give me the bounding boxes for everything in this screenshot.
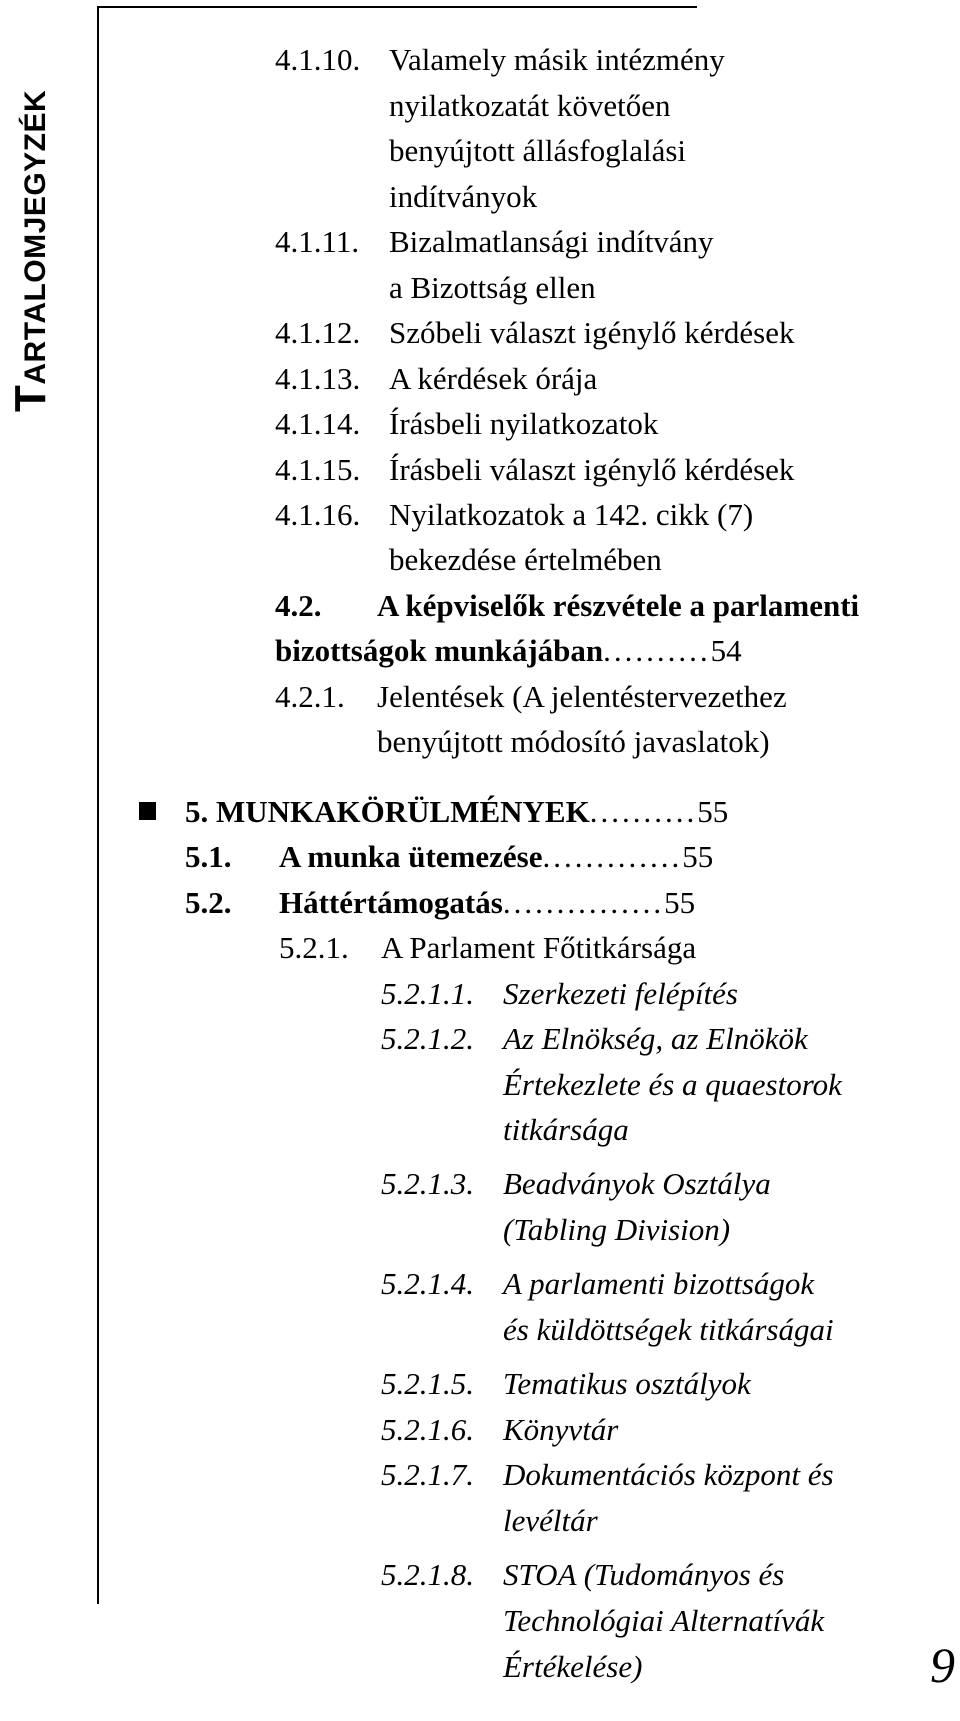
- left-rule: [97, 6, 99, 1604]
- side-title-initial: T: [6, 384, 55, 412]
- toc-title: Technológiai Alternatívák: [503, 1603, 825, 1638]
- toc-title: levéltár: [503, 1503, 598, 1538]
- toc-title: Tematikus osztályok: [503, 1366, 751, 1401]
- top-rule: [97, 6, 697, 8]
- page-number: 9: [930, 1637, 955, 1693]
- toc-title: Értékelése): [503, 1649, 643, 1684]
- toc-title-with-leader: [279, 838, 713, 876]
- toc-title: A Parlament Főtitkársága: [381, 930, 697, 965]
- toc-title: bekezdése értelmében: [389, 542, 662, 577]
- toc-number: 4.1.15.: [275, 452, 361, 487]
- toc-number: 5.: [185, 794, 209, 829]
- side-title: [6, 89, 55, 412]
- toc-title: nyilatkozatát követően: [389, 88, 671, 123]
- toc-title: benyújtott állásfoglalási: [389, 133, 687, 168]
- toc-page: 55: [682, 839, 714, 874]
- toc-title: benyújtott módosító javaslatok): [377, 724, 770, 759]
- toc-number: 4.1.16.: [275, 497, 361, 532]
- toc-title-with-leader: [185, 793, 728, 831]
- toc-title: titkársága: [503, 1112, 629, 1147]
- toc-title: indítványok: [389, 179, 538, 214]
- toc-number: 5.2.1.2.: [381, 1021, 474, 1056]
- toc-number: 5.2.1.8.: [381, 1557, 474, 1592]
- toc-number: 5.2.1.6.: [381, 1412, 474, 1447]
- toc-title: Írásbeli nyilatkozatok: [389, 406, 659, 441]
- toc-title: A parlamenti bizottságok: [503, 1266, 815, 1301]
- toc-title-with-leader: [279, 884, 695, 922]
- toc-title: Könyvtár: [503, 1412, 619, 1447]
- toc-title: Értekezlete és a quaestorok: [503, 1067, 842, 1102]
- toc-dot-leader: ..........: [603, 633, 711, 668]
- section-marker-icon: [139, 802, 156, 820]
- toc-title: Háttértámogatás: [279, 885, 503, 920]
- toc-title: Szerkezeti felépítés: [503, 976, 738, 1011]
- toc-number: 5.1.: [185, 839, 232, 874]
- toc-number: 5.2.1.3.: [381, 1166, 474, 1201]
- toc-title: Írásbeli választ igénylő kérdések: [389, 452, 795, 487]
- toc-title: MUNKAKÖRÜLMÉNYEK: [216, 794, 590, 829]
- toc-title-with-leader: [275, 632, 742, 670]
- toc-page: 55: [664, 885, 696, 920]
- toc-title: STOA (Tudományos és: [503, 1557, 785, 1592]
- toc-number: 5.2.: [185, 885, 232, 920]
- toc-number: 4.2.1.: [275, 679, 345, 714]
- toc-title: Dokumentációs központ és: [503, 1457, 834, 1492]
- toc-number: 4.1.11.: [275, 224, 360, 259]
- toc-title: bizottságok munkájában: [275, 633, 604, 668]
- toc-title: Bizalmatlansági indítvány: [389, 224, 714, 259]
- side-title-rest: ARTALOMJEGYZÉK: [19, 89, 52, 385]
- toc-title: Szóbeli választ igénylő kérdések: [389, 315, 795, 350]
- toc-title: Jelentések (A jelentéstervezethez: [377, 679, 787, 714]
- toc-dot-leader: ...............: [502, 885, 665, 920]
- toc-title: A képviselők részvétele a parlamenti: [377, 588, 860, 623]
- toc-number: 5.2.1.5.: [381, 1366, 474, 1401]
- toc-title: és küldöttségek titkárságai: [503, 1312, 834, 1347]
- toc-title: A kérdések órája: [389, 361, 598, 396]
- toc-title: A munka ütemezése: [279, 839, 543, 874]
- toc-number: 4.1.13.: [275, 361, 361, 396]
- toc-title: Valamely másik intézmény: [389, 42, 725, 77]
- toc-page: 55: [697, 794, 729, 829]
- toc-title: (Tabling Division): [503, 1212, 731, 1247]
- toc-title: Az Elnökség, az Elnökök: [503, 1021, 808, 1056]
- toc-title: a Bizottság ellen: [389, 270, 596, 305]
- toc-number: 5.2.1.4.: [381, 1266, 474, 1301]
- toc-number: 5.2.1.: [279, 930, 349, 965]
- toc-number: 5.2.1.7.: [381, 1457, 474, 1492]
- toc-dot-leader: ..........: [589, 794, 698, 829]
- toc-number: 4.1.10.: [275, 42, 361, 77]
- toc-page: 54: [710, 633, 742, 668]
- toc-number: 4.2.: [275, 588, 322, 623]
- toc-title: Beadványok Osztálya: [503, 1166, 771, 1201]
- toc-number: 5.2.1.1.: [381, 976, 474, 1011]
- toc-number: 4.1.12.: [275, 315, 361, 350]
- toc-number: 4.1.14.: [275, 406, 361, 441]
- toc-title: Nyilatkozatok a 142. cikk (7): [389, 497, 754, 532]
- toc-dot-leader: .............: [542, 839, 683, 874]
